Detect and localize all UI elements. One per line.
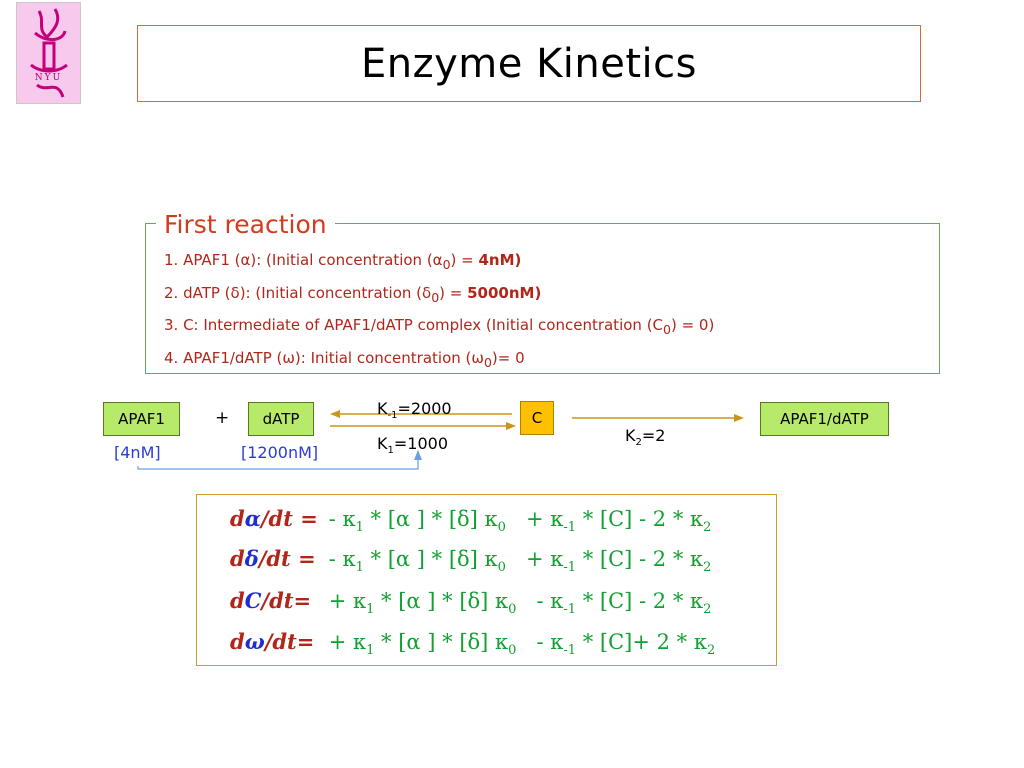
item-bold: 5000nM): [467, 284, 542, 302]
item-text2: ) =: [450, 251, 479, 269]
item-sub: 0: [483, 355, 492, 370]
equation-c: [230, 588, 711, 628]
reverse-arrowhead: [330, 410, 340, 418]
item-text2: ) =: [439, 284, 468, 302]
d-symbol: d: [230, 546, 245, 571]
equation-lhs: [230, 588, 322, 613]
dt-symbol: /dt =: [260, 506, 318, 531]
k1-label: [377, 434, 448, 456]
variable: ω: [244, 629, 265, 654]
equation-rhs: + $\kappa_1 * [\alpha$ ] * [δ] $\kappa_0 - \kappa_{-1} * [C]+ 2 * \kappa_2$: [328, 630, 716, 659]
k-value: =2000: [397, 399, 452, 418]
item-bold: 4nM): [478, 251, 522, 269]
equation-lhs: [230, 629, 322, 654]
k-letter: K: [377, 399, 388, 418]
k2-label: [625, 426, 665, 448]
item-sub: 0: [431, 290, 440, 305]
k-minus1-label: [377, 399, 452, 421]
apaf1-box: APAF1: [103, 402, 180, 436]
d-symbol: d: [230, 506, 245, 531]
equation-lhs: [230, 506, 322, 531]
item-text: 3. C: Intermediate of APAF1/dATP complex (Initial concentration (C: [164, 316, 664, 334]
k-letter: K: [377, 434, 388, 453]
item-text: 1. APAF1 (α): (Initial concentration (α: [164, 251, 443, 269]
product-arrowhead: [734, 414, 744, 422]
k-value: =1000: [393, 434, 448, 453]
d-symbol: d: [230, 629, 245, 654]
product-box: APAF1/dATP: [760, 402, 889, 436]
item-sub: 0: [442, 257, 451, 272]
k-value: =2: [641, 426, 666, 445]
equation-rhs: - $\kappa_1 * [\alpha$ ] * [δ] $\kappa_0 + \kappa_{-1} * [C] - 2 * \kappa_2$: [328, 547, 712, 576]
k-sub: 1: [387, 445, 394, 457]
equation-omega: [230, 629, 715, 669]
dt-symbol: /dt =: [258, 546, 316, 571]
variable: C: [244, 588, 262, 613]
datp-box: dATP: [248, 402, 314, 436]
dt-symbol: /dt=: [261, 588, 312, 613]
forward-arrowhead: [506, 422, 516, 430]
item-text2: ) = 0): [670, 316, 715, 334]
equation-lhs: [230, 546, 322, 571]
equation-rhs: - $\kappa_1 * [\alpha$ ] * [δ] $\kappa_0 + \kappa_{-1} * [C] - 2 * \kappa_2$: [328, 507, 712, 536]
k-sub: -1: [387, 410, 398, 422]
k-sub: 2: [635, 437, 642, 449]
logo-text: NYU: [34, 73, 63, 83]
k-letter: K: [625, 426, 636, 445]
dt-symbol: /dt=: [264, 629, 315, 654]
item-text: 2. dATP (δ): (Initial concentration (δ: [164, 284, 432, 302]
item-text: 4. APAF1/dATP (ω): Initial concentration (ω: [164, 349, 484, 367]
equation-rhs: + $\kappa_1 * [\alpha$ ] * [δ] $\kappa_0 - \kappa_{-1} * [C] - 2 * \kappa_2$: [328, 589, 712, 618]
equation-delta: [230, 546, 711, 586]
page-title: Enzyme Kinetics: [360, 40, 697, 87]
apaf1-concentration: [4nM]: [114, 443, 161, 462]
variable: δ: [244, 546, 259, 571]
item-sub: 0: [663, 322, 671, 337]
first-reaction-legend: First reaction: [156, 210, 335, 239]
equation-alpha: [230, 506, 711, 546]
c-box: C: [520, 401, 554, 435]
datp-concentration: [1200nM]: [241, 443, 319, 462]
item-text2: )= 0: [491, 349, 525, 367]
variable: α: [244, 506, 261, 531]
plus-sign: +: [215, 408, 230, 428]
d-symbol: d: [230, 588, 245, 613]
